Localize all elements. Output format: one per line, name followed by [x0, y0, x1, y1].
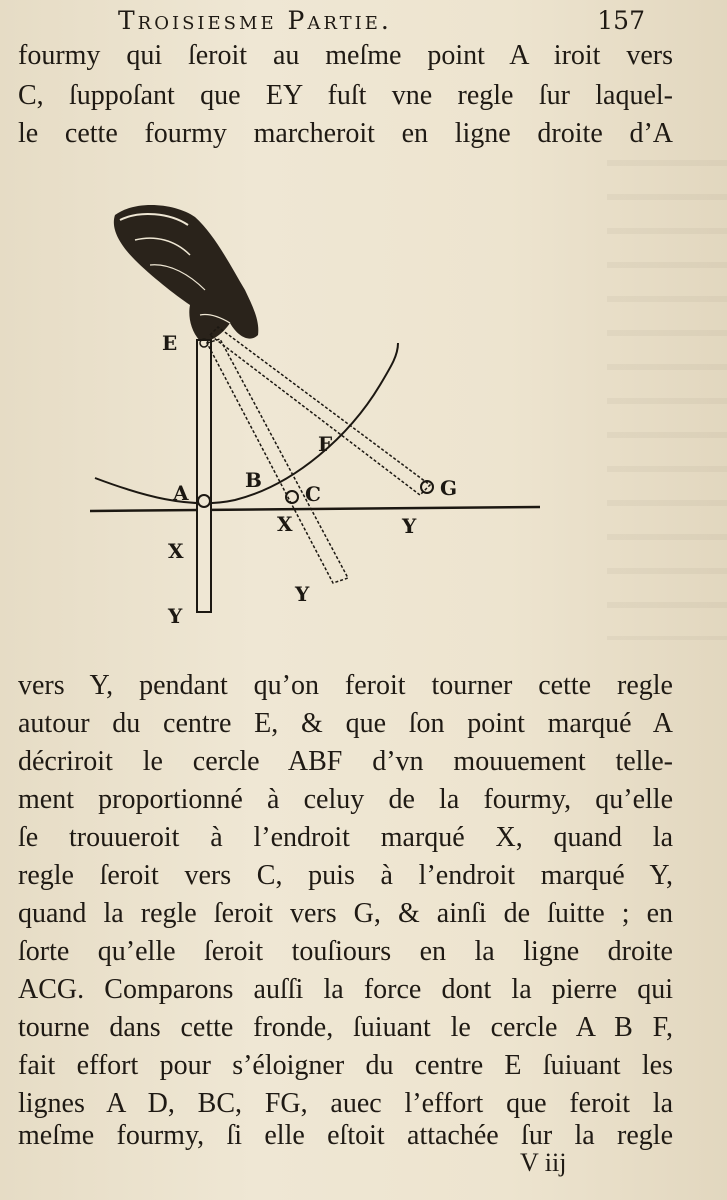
text-line-bottom-10: tourne dans cette fronde, ſuiuant le cercle A B F, — [18, 1012, 673, 1043]
text-line-bottom-3: décriroit le cercle ABF d’vn mouuement telle- — [18, 746, 673, 777]
sling-ruler-figure — [80, 195, 560, 635]
label-e: E — [162, 331, 178, 355]
text-line-bottom-2: autour du centre E, & que ſon point marqué A — [18, 708, 673, 739]
text-line-top-3: le cette fourmy marcheroit en ligne droite d’A — [18, 118, 673, 149]
line-acg — [90, 507, 540, 511]
label-y-at-c: Y — [295, 582, 310, 606]
text-line-bottom-12: lignes A D, BC, FG, auec l’effort que feroit la — [18, 1088, 673, 1119]
label-x: X — [168, 539, 184, 563]
text-line-top-2: C, ſuppoſant que EY fuſt vne regle ſur laquel- — [18, 80, 673, 111]
label-y-at-g: Y — [402, 514, 417, 538]
label-y: Y — [168, 604, 183, 628]
signature-mark: V iij — [520, 1148, 567, 1177]
label-g: G — [440, 476, 458, 500]
page-number: 157 — [597, 6, 645, 35]
text-line-top-1: fourmy qui ſeroit au meſme point A iroit vers — [18, 40, 673, 71]
text-line-bottom-11: fait effort pour s’éloigner du centre E ſuiuant les — [18, 1050, 673, 1081]
text-line-bottom-5: ſe trouueroit à l’endroit marqué X, quand la — [18, 822, 673, 853]
ruler-toward-c — [207, 339, 348, 583]
bleed-through-texture — [607, 160, 727, 640]
text-line-bottom-6: regle ſeroit vers C, puis à l’endroit marqué Y, — [18, 860, 673, 891]
label-x-at-c: X — [277, 512, 293, 536]
text-line-bottom-8: ſorte qu’elle ſeroit touſiours en la ligne droite — [18, 936, 673, 967]
text-line-bottom-13: meſme fourmy, ſi elle eſtoit attachée ſur la regle — [18, 1120, 673, 1151]
label-a: A — [173, 481, 189, 505]
text-line-bottom-7: quand la regle ſeroit vers G, & ainſi de ſuitte ; en — [18, 898, 673, 929]
figure-svg — [80, 195, 560, 635]
text-line-bottom-9: ACG. Comparons auſſi la force dont la pierre qui — [18, 974, 673, 1005]
hand-illustration — [114, 205, 258, 341]
label-c: C — [305, 482, 321, 506]
text-line-bottom-4: ment proportionné à celuy de la fourmy, qu’elle — [18, 784, 673, 815]
text-line-bottom-1: vers Y, pendant qu’on feroit tourner cette regle — [18, 670, 673, 701]
running-title: Troisiesme Partie. — [118, 6, 392, 35]
page-header — [110, 4, 655, 34]
ruler-vertical — [197, 340, 211, 612]
label-b: B — [245, 468, 262, 492]
label-f: F — [318, 432, 333, 456]
